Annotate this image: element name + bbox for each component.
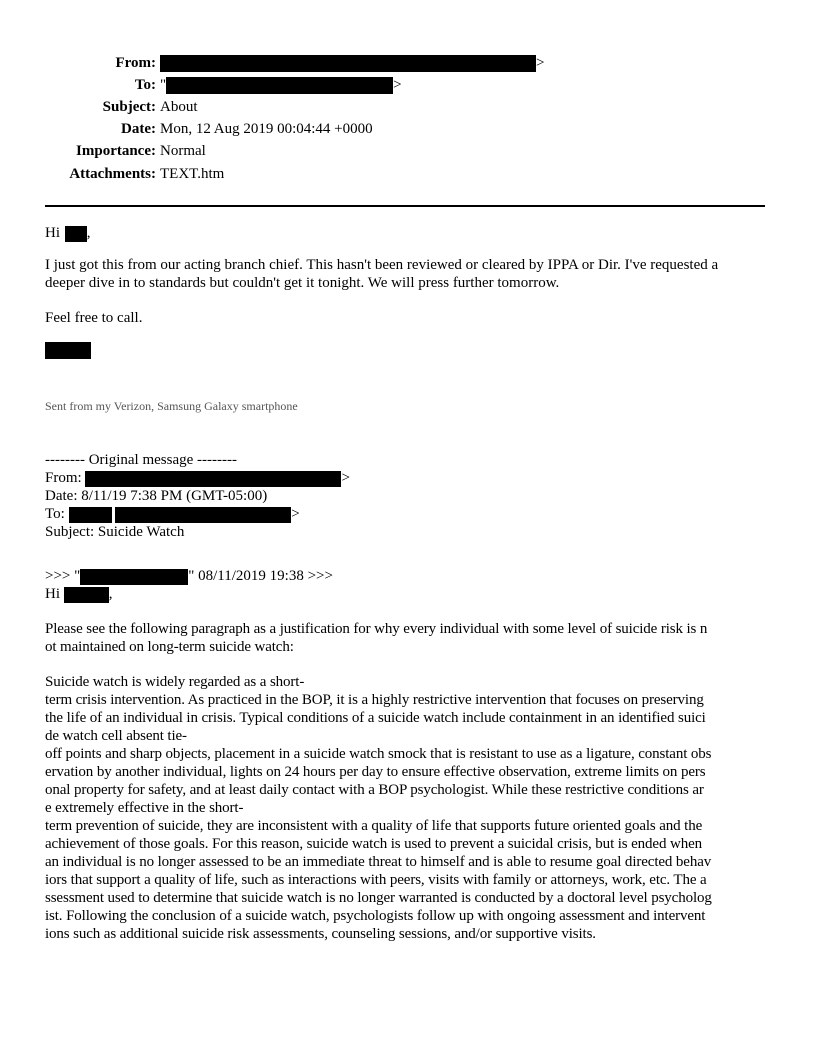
header-from-row — [0, 52, 700, 74]
original-from-label: From: — [45, 470, 82, 486]
quote-line — [45, 567, 773, 585]
redaction-block — [69, 507, 112, 523]
quote-prefix: >>> " — [45, 568, 81, 584]
reply-line: I just got this from our acting branch chief. This hasn't been reviewed or cleared by IPPA or Dir. I've requested a — [45, 257, 719, 273]
attachments-label: Attachments: — [69, 165, 156, 182]
original-from-line — [45, 469, 773, 487]
header-date-row — [0, 119, 700, 141]
reply-line: deeper dive in to standards but couldn't get it tonight. We will press further tomorrow. — [45, 275, 560, 291]
body-line: Suicide watch is widely regarded as a short- — [45, 674, 305, 690]
body-line: ist. Following the conclusion of a suicide watch, psychologists follow up with ongoing assessment and intervent — [45, 908, 706, 924]
header-importance-row — [0, 141, 700, 163]
header-to-row — [0, 74, 700, 96]
from-label: From: — [115, 54, 156, 71]
forwarded-quote-header — [45, 567, 773, 603]
original-from-suffix: > — [341, 470, 350, 486]
to-label: To: — [134, 76, 156, 93]
body-line: off points and sharp objects, placement in a suicide watch smock that is resistant to use as a ligature, constant obs — [45, 746, 712, 762]
forwarded-intro — [45, 620, 773, 656]
signature-area — [45, 341, 773, 397]
redaction-block — [85, 471, 341, 487]
reply-closing: Feel free to call. — [45, 310, 143, 326]
body-line: de watch cell absent tie- — [45, 728, 187, 744]
body-line: term crisis intervention. As practiced in the BOP, it is a highly restrictive intervention that focuses on preserving — [45, 692, 704, 708]
reply-paragraph — [45, 256, 773, 292]
to-suffix: > — [393, 76, 402, 93]
original-divider: -------- Original message -------- — [45, 452, 237, 468]
date-label: Date: — [121, 121, 156, 138]
redaction-block — [166, 77, 393, 94]
redaction-block — [64, 587, 109, 603]
header-divider — [45, 205, 765, 207]
original-date-line: Date: 8/11/19 7:38 PM (GMT-05:00) — [45, 488, 268, 504]
redaction-block — [65, 226, 87, 242]
body-line: an individual is no longer assessed to be an immediate threat to himself and is able to resume goal directed behav — [45, 854, 712, 870]
sent-from-note: Sent from my Verizon, Samsung Galaxy smartphone — [45, 399, 298, 413]
intro-line: Please see the following paragraph as a justification for why every individual with some level of suicide risk is n — [45, 621, 708, 637]
body-line: the life of an individual in crisis. Typical conditions of a suicide watch include containment in an identified suici — [45, 710, 706, 726]
original-subject-line: Subject: Suicide Watch — [45, 524, 185, 540]
redaction-block — [80, 569, 188, 585]
header-subject-row — [0, 96, 700, 118]
quote-suffix: " 08/11/2019 19:38 >>> — [188, 568, 333, 584]
original-message-header — [45, 451, 773, 541]
subject-label: Subject: — [102, 98, 156, 115]
forwarded-greeting — [45, 585, 773, 603]
email-header — [0, 52, 700, 185]
importance-value: Normal — [160, 143, 206, 160]
date-value: Mon, 12 Aug 2019 00:04:44 +0000 — [160, 121, 373, 138]
redaction-block — [160, 55, 536, 72]
attachments-value: TEXT.htm — [160, 165, 225, 182]
signature-redaction — [45, 342, 91, 359]
redaction-block — [115, 507, 291, 523]
reply-greeting — [45, 224, 773, 242]
body-line: term prevention of suicide, they are inconsistent with a quality of life that supports future oriented goals and the — [45, 818, 703, 834]
importance-label: Importance: — [76, 143, 156, 160]
forwarded-greeting-prefix: Hi — [45, 586, 60, 602]
original-to-label: To: — [45, 506, 65, 522]
body-line: achievement of those goals. For this reason, suicide watch is used to prevent a suicidal crisis, but is ended when — [45, 836, 702, 852]
original-to-suffix: > — [291, 506, 300, 522]
body-line: onal property for safety, and at least daily contact with a BOP psychologist. While these restrictive conditions ar — [45, 782, 704, 798]
body-line: ervation by another individual, lights on 24 hours per day to ensure effective observation, extreme limits on pers — [45, 764, 706, 780]
body-line: ssessment used to determine that suicide watch is no longer warranted is conducted by a doctoral level psycholog — [45, 890, 712, 906]
forwarded-greeting-suffix: , — [108, 586, 113, 602]
intro-line: ot maintained on long-term suicide watch: — [45, 639, 294, 655]
body-line: ions such as additional suicide risk assessments, counseling sessions, and/or supportive visits. — [45, 926, 596, 942]
forwarded-justification-paragraph — [45, 673, 773, 943]
greeting-suffix: , — [86, 225, 91, 241]
original-to-line — [45, 505, 773, 523]
body-line: iors that support a quality of life, such as interactions with peers, visits with family or attorneys, work, etc. The a — [45, 872, 707, 888]
subject-value: About — [160, 98, 198, 115]
from-suffix: > — [536, 54, 545, 71]
email-body — [45, 224, 773, 943]
header-attachments-row — [0, 163, 700, 185]
body-line: e extremely effective in the short- — [45, 800, 244, 816]
greeting-prefix: Hi — [45, 225, 60, 241]
to-prefix: " — [160, 76, 167, 93]
